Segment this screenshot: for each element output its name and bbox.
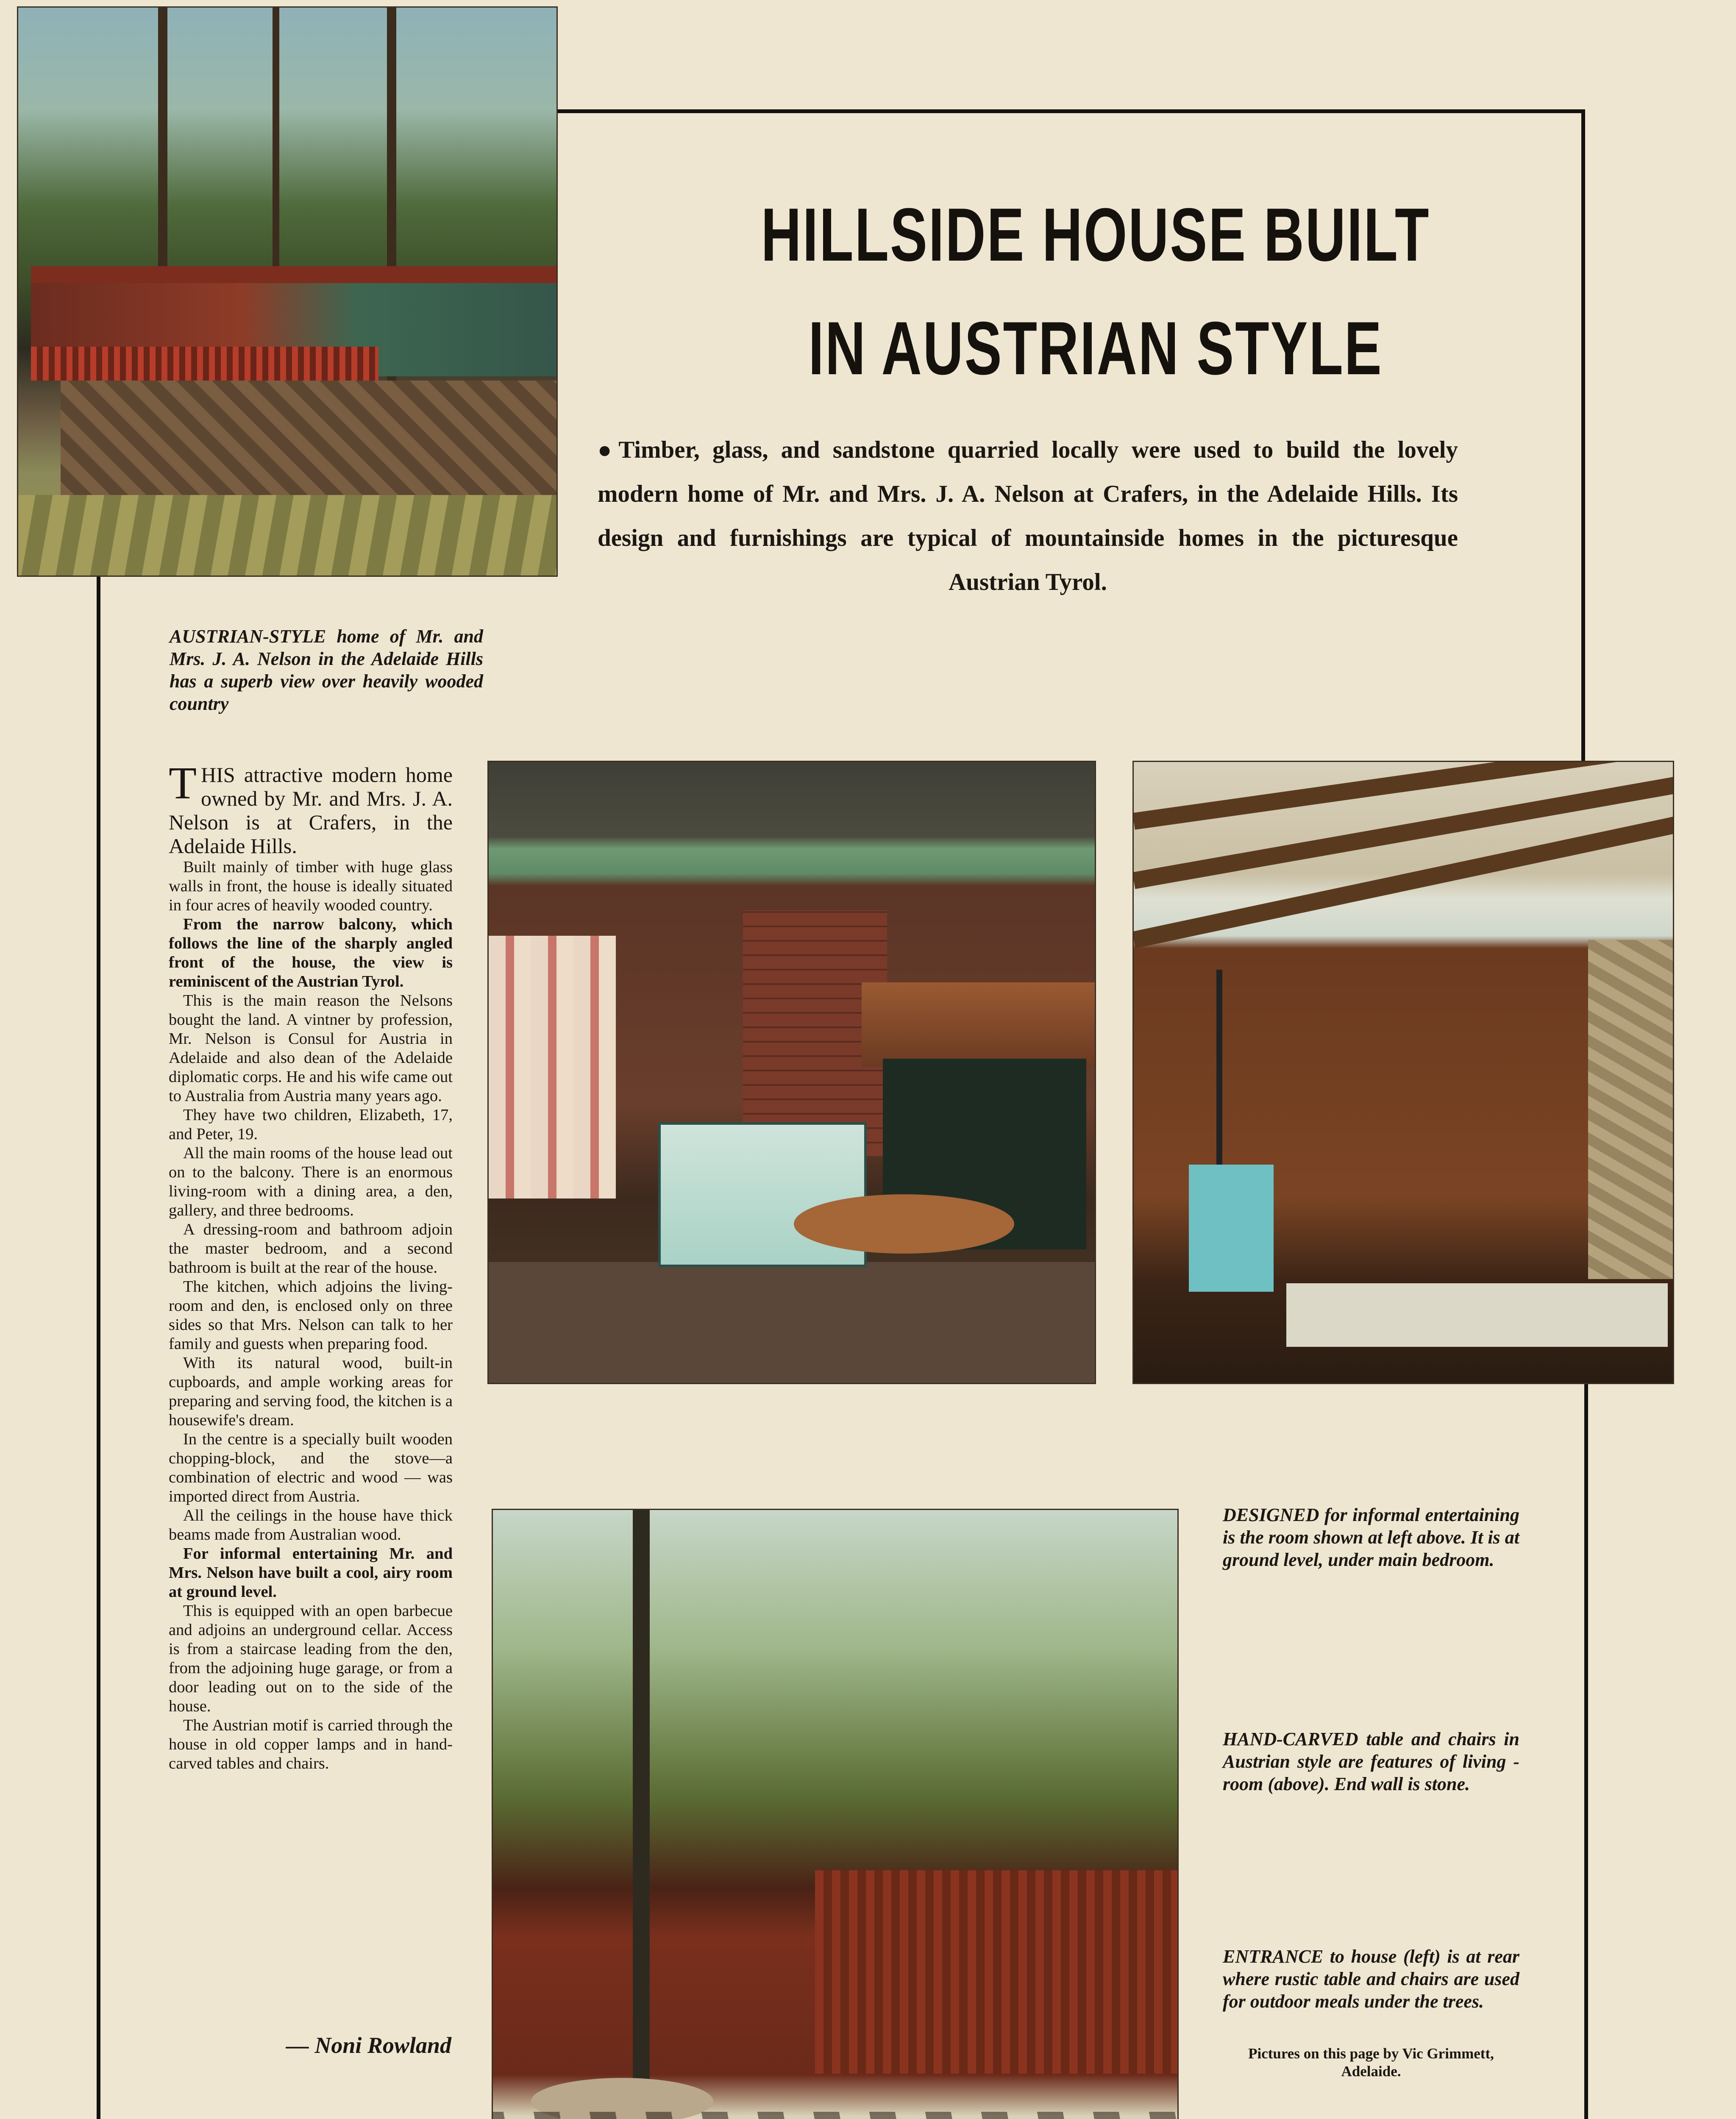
exterior-caption-lead: AUSTRIAN-STYLE bbox=[170, 626, 326, 647]
article-paragraph: For informal entertaining Mr. and Mrs. Nelson have built a cool, airy room at ground level. bbox=[169, 1545, 453, 1601]
dining-room-photo bbox=[1132, 761, 1674, 1384]
house-exterior-photo bbox=[17, 6, 558, 577]
article-paragraph: All the main rooms of the house lead out on to the balcony. There is an enormous living-room with a dining area, a den, gallery, and three bedrooms. bbox=[169, 1144, 453, 1219]
exterior-caption-text: home of Mr. and Mrs. J. A. Nelson in the Adelaide Hills has a superb view over heavily wooded country bbox=[170, 626, 483, 714]
article-paragraph: In the centre is a specially built wooden chopping-block, and the stove—a combination of electric and wood — was imported direct from Austria. bbox=[169, 1430, 453, 1505]
title-line-1: HILLSIDE HOUSE BUILT bbox=[761, 192, 1430, 277]
intro-paragraph bbox=[598, 428, 1458, 604]
article-paragraph: They have two children, Elizabeth, 17, and Peter, 19. bbox=[169, 1106, 453, 1143]
frame-right-line bbox=[1581, 109, 1585, 762]
entrance-caption bbox=[1223, 1945, 1519, 2013]
article-paragraph: The kitchen, which adjoins the living-room and den, is enclosed only on three sides so that Mrs. Nelson can talk to her family and guests when preparing food. bbox=[169, 1278, 453, 1353]
article-first-paragraph bbox=[169, 758, 453, 858]
article-first-text: HIS attractive modern home owned by Mr. and Mrs. J. A. Nelson is at Crafers, in the Adelaide Hills. bbox=[169, 763, 453, 858]
article-paragraph: This is equipped with an open barbecue and adjoins an underground cellar. Access is from a staircase leading from the den, from the adjoining huge garage, or from a door leading out on to the side of the house. bbox=[169, 1602, 453, 1715]
drop-cap: T bbox=[169, 758, 197, 809]
bullet-icon: ● bbox=[598, 437, 612, 463]
entrance-caption-lead: ENTRANCE bbox=[1223, 1946, 1324, 1967]
photo-credit: Pictures on this page by Vic Grimmett, Adelaide. bbox=[1248, 2045, 1494, 2080]
article-body bbox=[169, 758, 453, 1773]
article-paragraph: All the ceilings in the house have thick beams made from Australian wood. bbox=[169, 1507, 453, 1543]
frame-left-line bbox=[97, 573, 100, 2119]
entrance-caption-text: to house (left) is at rear where rustic table and chairs are used for outdoor meals under the trees. bbox=[1223, 1946, 1519, 2012]
exterior-caption bbox=[170, 625, 483, 715]
hand-carved-caption-lead: HAND-CARVED bbox=[1223, 1729, 1358, 1749]
frame-right-line-lower bbox=[1584, 1381, 1588, 2119]
article-paragraph: This is the main reason the Nelsons bought the land. A vintner by profession, Mr. Nelson is Consul for Austria in Adelaide and also dean of the Adelaide diplomatic corps. He and his wife came out to Australia from Austria many years ago. bbox=[169, 992, 453, 1105]
designed-caption-lead: DESIGNED bbox=[1223, 1504, 1319, 1525]
living-room-photo bbox=[487, 761, 1096, 1384]
hand-carved-caption bbox=[1223, 1728, 1519, 1795]
byline: — Noni Rowland bbox=[286, 2033, 451, 2058]
hand-carved-caption-text: table and chairs in Austrian style are features of living - room (above). End wall is stone. bbox=[1223, 1729, 1519, 1794]
article-paragraph: From the narrow balcony, which follows the line of the sharply angled front of the house, the view is reminiscent of the Austrian Tyrol. bbox=[169, 915, 453, 990]
article-paragraph: With its natural wood, built-in cupboards, and ample working areas for preparing and serving food, the kitchen is a housewife's dream. bbox=[169, 1354, 453, 1429]
article-paragraph: Built mainly of timber with huge glass walls in front, the house is ideally situated in four acres of heavily wooded country. bbox=[169, 858, 453, 914]
article-paragraph: The Austrian motif is carried through the house in old copper lamps and in hand-carved tables and chairs. bbox=[169, 1716, 453, 1772]
designed-caption bbox=[1223, 1504, 1519, 1571]
designed-caption-text: for informal entertaining is the room shown at left above. It is at ground level, under main bedroom. bbox=[1223, 1504, 1519, 1570]
page-title bbox=[712, 178, 1480, 405]
title-line-2: IN AUSTRIAN STYLE bbox=[808, 306, 1383, 390]
article-paragraph: A dressing-room and bathroom adjoin the master bedroom, and a second bathroom is built at the rear of the house. bbox=[169, 1221, 453, 1276]
entrance-photo bbox=[492, 1509, 1179, 2119]
frame-top-line bbox=[555, 109, 1585, 113]
intro-text: Timber, glass, and sandstone quarried locally were used to build the lovely modern home of Mr. and Mrs. J. A. Nelson at Crafers, in the Adelaide Hills. Its design and furnishings are typical of mountainside homes in the picturesque Austrian Tyrol. bbox=[598, 437, 1458, 595]
